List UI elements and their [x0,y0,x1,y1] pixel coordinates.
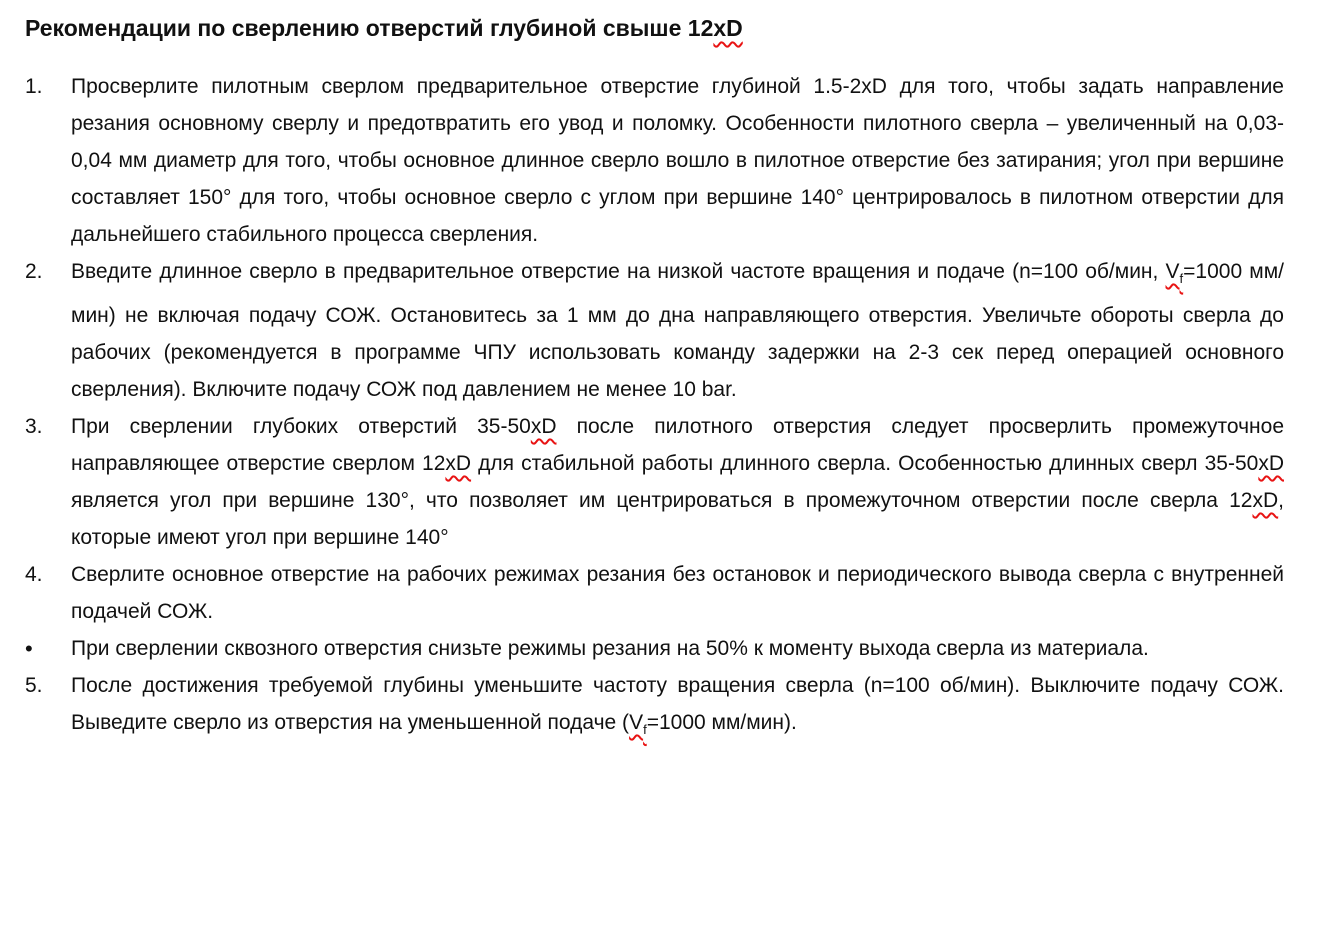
list-item [25,408,1284,556]
number-marker: 1. [25,75,43,98]
text-run: После достижения требуемой глубины уменьшите частоту вращения сверла (n=100 об/мин). Выключите подачу СОЖ. Выведите сверло из отверстия на уменьшенной подаче ( [71,674,1284,735]
list-item-text [71,667,1284,748]
text-run: Введите длинное сверло в предварительное отверстие на низкой частоте вращения и подаче (n=100 об/мин, [71,260,1166,283]
number-marker: 5. [25,674,43,698]
bullet-marker: • [25,636,33,662]
list-item-text [71,253,1284,408]
misspelled-text: V [629,711,644,735]
text-run: При сверлении глубоких отверстий 35-50 [71,415,531,439]
number-marker: 4. [25,563,43,587]
text-run: для стабильной работы длинного сверла. Особенностью длинных сверл 35-50 [471,452,1259,476]
misspelled-text: xD [1258,452,1284,476]
list-item-text [71,68,1284,253]
list-item [25,667,1284,748]
misspelled-text: f [643,722,647,738]
misspelled-text: xD [713,15,743,41]
list-item-text [71,556,1284,630]
number-marker: 2. [25,260,43,283]
list-item-text [71,408,1284,556]
list-item [25,68,1284,253]
misspelled-text: xD [530,415,557,439]
text-run: Просверлите пилотным сверлом предварительное отверстие глубиной 1.5-2xD для того, чтобы задать направление резания основному сверлу и предотвратить его увод и поломку. Особенности пилотного сверла – увеличенный на 0,03-0,04 мм диаметр для того, чтобы основное длинное сверло вошло в пилотное отверстие без затирания; угол при вершине составляет 150° для того, чтобы основное сверло с углом при вершине 140° центрировалось в пилотном отверстии для дальнейшего стабильного процесса сверления. [71,75,1284,246]
misspelled-text: V [1165,260,1180,283]
text-run: после пилотного отверстия следует просверлить промежуточное направляющее отверстие сверлом 12 [71,415,1284,476]
text-run: , которые имеют угол при вершине 140° [71,489,1284,550]
text-run: является угол при вершине 130°, что позволяет им центрироваться в промежуточном отверстии после сверла 12 [71,489,1253,513]
list-item-text [71,630,1284,667]
text-run: Рекомендации по сверлению отверстий глубиной свыше 12 [25,15,714,41]
list-item [25,630,1284,667]
number-marker: 3. [25,415,43,439]
text-run: =1000 мм/мин) не включая подачу СОЖ. Остановитесь за 1 мм до дна направляющего отверстия. Увеличьте обороты сверла до рабочих (рекомендуется в программе ЧПУ использовать команду задержки на 2-3 сек перед операцией основного сверления). Включите подачу СОЖ под давлением не менее 10 bar. [71,260,1284,402]
list-item [25,556,1284,630]
text-run: =1000 мм/мин). [646,711,797,735]
misspelled-text: f [1179,271,1184,287]
misspelled-text: xD [445,452,472,476]
misspelled-text: xD [1252,489,1279,513]
list-item [25,253,1284,408]
page-title [25,12,1284,44]
text-run: При сверлении сквозного отверстия снизьте режимы резания на 50% к моменту выхода сверла из материала. [71,637,1149,661]
recommendations-list [25,68,1284,748]
text-run: Сверлите основное отверстие на рабочих режимах резания без остановок и периодического вывода сверла с внутренней подачей СОЖ. [71,563,1284,624]
